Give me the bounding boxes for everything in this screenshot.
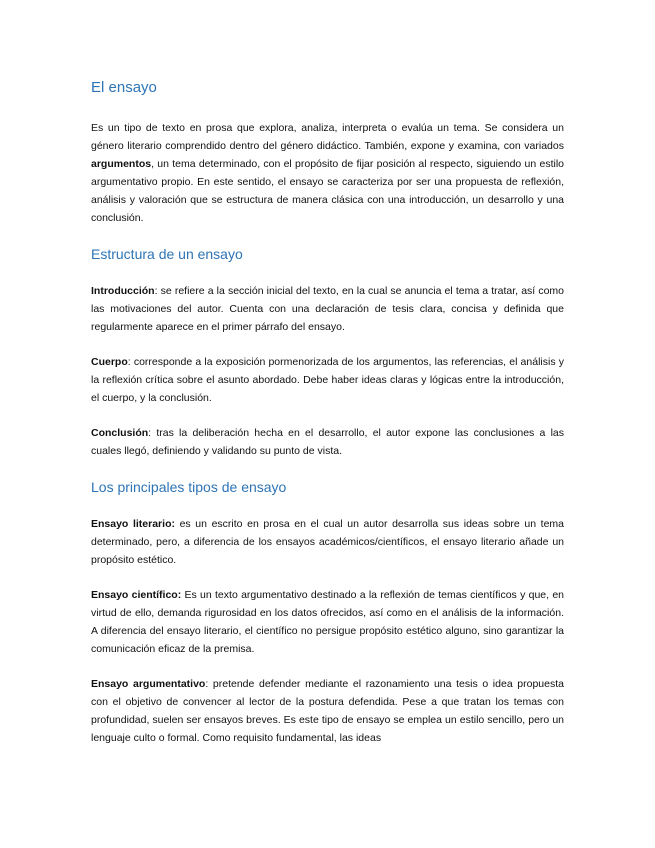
types-heading: Los principales tipos de ensayo — [91, 479, 287, 495]
intro-paragraph — [91, 119, 564, 227]
structure-text: : se refiere a la sección inicial del texto, en la cual se anuncia el tema a tratar, así como las motivaciones del autor. Cuenta con una declaración de tesis clara, concisa y definida que regularmente aparece en el primer párrafo del ensayo. — [91, 285, 564, 333]
structure-heading: Estructura de un ensayo — [91, 246, 243, 262]
structure-text: : tras la deliberación hecha en el desarrollo, el autor expone las conclusiones a las cuales llegó, definiendo y validando su punto de vista. — [91, 427, 564, 457]
intro-text-after: , un tema determinado, con el propósito de fijar posición al respecto, siguiendo un estilo argumentativo propio. En este sentido, el ensayo se caracteriza por ser una propuesta de reflexión, análisis y valoración que se estructura de manera clásica con una introducción, un desarrollo y una conclusión. — [91, 158, 564, 224]
structure-item-introduccion — [91, 282, 564, 336]
structure-term: Conclusión — [91, 427, 149, 439]
structure-term: Introducción — [91, 285, 155, 297]
type-text: es un escrito en prosa en el cual un autor desarrolla sus ideas sobre un tema determinado, pero, a diferencia de los ensayos académicos/científicos, el ensayo literario añade un propósito estético. — [91, 518, 564, 566]
type-text: Es un texto argumentativo destinado a la reflexión de temas científicos y que, en virtud de ello, demanda rigurosidad en los datos ofrecidos, así como en el análisis de la información. A diferencia del ensayo literario, el científico no persigue propósito estético alguno, sino garantizar la comunicación eficaz de la premisa. — [91, 589, 565, 655]
structure-term: Cuerpo — [91, 356, 128, 368]
type-text: : pretende defender mediante el razonamiento una tesis o idea propuesta con el objetivo de convencer al lector de la postura defendida. Pese a que tratan los temas con profundidad, suelen ser ensayos breves. Es este tipo de ensayo se emplea un estilo sencillo, pero un lenguaje culto o formal. Como requisito fundamental, las ideas — [91, 678, 564, 744]
type-item-argumentativo — [91, 675, 564, 747]
structure-item-conclusion — [91, 424, 564, 460]
type-term: Ensayo argumentativo — [91, 678, 206, 690]
document-title: El ensayo — [91, 79, 157, 96]
type-item-cientifico — [91, 586, 564, 658]
type-term: Ensayo científico: — [91, 589, 182, 601]
intro-bold-term: argumentos — [91, 158, 152, 170]
type-term: Ensayo literario: — [91, 518, 175, 530]
document-page — [91, 78, 564, 764]
structure-text: : corresponde a la exposición pormenorizada de los argumentos, las referencias, el análisis y la reflexión crítica sobre el asunto abordado. Debe haber ideas claras y lógicas entre la introducción, el cuerpo, y la conclusión. — [91, 356, 564, 404]
structure-item-cuerpo — [91, 353, 564, 407]
intro-text-before: Es un tipo de texto en prosa que explora, analiza, interpreta o evalúa un tema. Se considera un género literario comprendido dentro del género didáctico. También, expone y examina, con variados — [91, 122, 564, 152]
type-item-literario — [91, 515, 564, 569]
